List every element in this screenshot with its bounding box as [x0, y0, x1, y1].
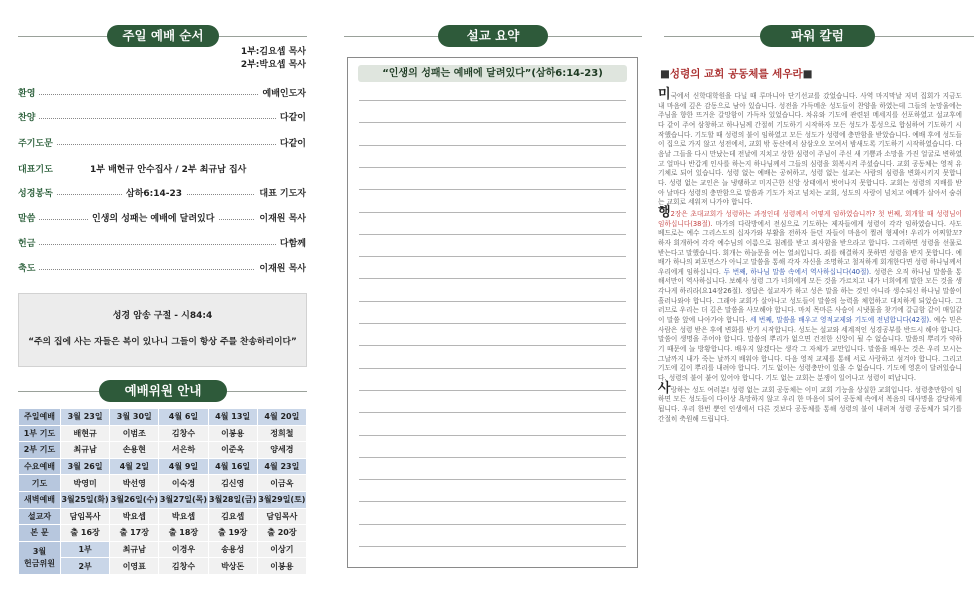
table-cell: 박요셉 [110, 508, 159, 525]
table-cell: 3월29일(토) [257, 491, 306, 508]
table-cell: 출 17장 [110, 525, 159, 542]
power-column-heading: 파워 칼럼 [760, 25, 875, 47]
order-row-scripture-reading [18, 186, 306, 200]
paragraph-text: 예수 믿은 사람은 성령 받은 후에 변화를 받기 시작합니다. 성도는 설교와 세계적인 성경공부를 반드시 해야 합니다. 말씀이 생명을 주어야 합니다. 말씀의 뿌리가 없으면 건전한 신앙이 될 수 없습니다. 말씀의 뿌리가 약하기 때문에 늘 방황합니다. 배우지 않겠다는 생각 그 자체가 교만입니다. 말씀을 배우는 것은 우리 모시는 그날까지 내가 죽는 날까지 배워야 합니다. 다음 영적 교제를 통해 서로 사랑하고 섬겨야 합니다. 그리고 기도에 깊이 뿌리를 내려야 합니다. 기도 없이는 성령충만이 있을 수 없습니다. 기도에 영혼이 달려있습니다. 성령의 불이 붙어 있어야 합니다. 기도 없는 교회는 분쟁이 일어나고 성령이 떠납니다. [658, 316, 963, 383]
memory-verse-box [18, 293, 307, 367]
table-row [19, 425, 307, 442]
table-cell: 수요예배 [19, 458, 61, 475]
note-line [359, 256, 626, 257]
paragraph-text: 그러므로 우리는 더 깊은 말씀을 사모해야 합니다. 마치 목마른 사슴이 시냇물을 찾기에 갈급함 같이 매일같이 말씀 앞에 나아가야 합니다. [658, 296, 962, 325]
note-line [359, 435, 626, 436]
order-leader: 이재원 목사 [255, 261, 306, 274]
table-cell: 출 19장 [208, 525, 257, 542]
pastor-first-service: 1부:김요셉 목사 [240, 47, 306, 57]
table-cell: 이봉용 [257, 558, 306, 575]
table-cell: 3월 23일 [61, 409, 110, 426]
note-line [359, 501, 626, 502]
table-cell: 정희철 [257, 425, 306, 442]
table-cell: 최규남 [110, 541, 159, 558]
table-cell: 4월 9일 [159, 458, 208, 475]
order-label: 환영 [18, 86, 38, 99]
note-line [359, 479, 626, 480]
order-leader: 이재원 목사 [255, 211, 306, 224]
drop-initial: 사 [658, 380, 671, 396]
table-cell: 손용현 [110, 442, 159, 459]
sermon-summary-header [344, 25, 642, 47]
table-cell: 3월28일(금) [208, 491, 257, 508]
worship-order-title: 주일 예배 순서 [107, 25, 219, 47]
square-bullet-icon: ■ [660, 68, 670, 80]
table-cell: 담임목사 [257, 508, 306, 525]
sermon-title: “인생의 성패는 예배에 달려있다”(삼하6:14-23) [358, 65, 627, 82]
table-cell: 2부 [61, 558, 110, 575]
table-cell: 서은하 [159, 442, 208, 459]
table-cell: 1부 [61, 541, 110, 558]
table-cell: 이봉용 [208, 425, 257, 442]
table-cell: 4월 13일 [208, 409, 257, 426]
table-cell: 3월 헌금위원 [19, 541, 61, 574]
table-cell: 3월26일(수) [110, 491, 159, 508]
order-leader: 다같이 [276, 136, 306, 149]
order-leader: 대표 기도자 [255, 186, 306, 199]
table-cell: 새벽예배 [19, 491, 61, 508]
sermon-summary-column [334, 0, 648, 595]
table-cell: 주일예배 [19, 409, 61, 426]
highlight-text: 세 번째, 말씀을 배우고 영적교제와 기도에 전념합니다(42절). [747, 316, 932, 325]
note-line [359, 278, 626, 279]
paragraph-text: 성령은 오직 하나님 말씀을 통해서만이 역사하십니다. 보혜사 성령 그가 너희에게 모든 것을 가르치고 내가 너희에게 말한 모든 것을 생각나게 하리라(요14장26절). 정답은 설교자가 하고 성은 말을 하는 것인 아니라 생수되신 하나님 말씀이 흘러나와야 합니다. 그래야 교회가 살아나고 성도들이 말씀의 능력을 체험하고 대치하게 되었습니다. [658, 267, 962, 305]
column-body [658, 87, 963, 424]
order-row-praise [18, 110, 306, 124]
table-cell: 3월 26일 [61, 458, 110, 475]
table-row [19, 491, 307, 508]
note-line [359, 212, 626, 213]
order-label: 헌금 [18, 236, 38, 249]
committee-table [18, 408, 307, 575]
table-cell: 이준옥 [208, 442, 257, 459]
order-label: 축도 [18, 261, 38, 274]
table-row [19, 458, 307, 475]
note-line [359, 323, 626, 324]
table-cell: 1부 기도 [19, 425, 61, 442]
note-line [359, 100, 626, 101]
table-row [19, 442, 307, 459]
table-row [19, 525, 307, 542]
table-cell: 출 18장 [159, 525, 208, 542]
service-pastors [241, 46, 306, 72]
table-cell: 박요셉 [159, 508, 208, 525]
table-row [19, 558, 307, 575]
table-cell: 이금옥 [257, 475, 306, 492]
order-label: 말씀 [18, 211, 38, 224]
table-cell: 3월27일(목) [159, 491, 208, 508]
note-line [359, 345, 626, 346]
table-cell: 이숙경 [159, 475, 208, 492]
table-cell: 이경우 [159, 541, 208, 558]
table-cell: 박영미 [61, 475, 110, 492]
order-row-welcome [18, 86, 306, 100]
paragraph-text: 마가의 다락방에서 전심으로 기도하는 제자들에게 성령이 각각 임하였습니다. 사도 베드로는 예수 그리스도의 십자가와 부활을 전하자 듣던 자들이 마음이 찔려 형제여! 우리가 어찌할꼬? 하자 회개하여 각각 예수님의 이름으로 침례를 받고 죄사함을 받으라고 합니다. 그리하면 성령을 선물로 받는다고 말했습니다. 회개는 하늘문을 여는 열쇠입니다. 죄를 해결하지 못하면 성령을 받지 못합니다. 예배가 하나의 퍼포먼스가 아니고 말씀을 통해 각자 자신을 조명하고 철저하게 회개한다면 성령 하나님께서 우리에게 임하십니다. [658, 219, 962, 276]
table-cell: 양세경 [257, 442, 306, 459]
power-column-header [664, 25, 974, 47]
paragraph-text: 국에서 신학대학원을 다닐 때 루마니아 단기선교를 갔었습니다. 사역 마지막날 저녁 집회가 지금도 내 마음에 깊은 감동으로 남아 있습니다. 성전을 가득메운 성도들이 찬양을 하였는데 그들의 눈망울에는 주님을 향한 뜨거운 갈망함이 가득차 있었습니다. 차유와 기도에 관련된 메세지를 선포하였고 설교후에 다 같이 주여 삼창하고 하나님께 간절히 기도하기 시작하자 모든 성도가 통성으로 합심하여 기도하기 시작했습니다. 기도할 때 성령의 불이 임하였고 모든 성도가 성령에 충만함을 받았습니다. 예배 후에 성도들이 집으로 가지 않고 성전에서, 교회 밖 동산에서 삼삼오오 모여서 밤새도록 기도하기 시작하였습니다. 다음날 그들을 다시 만났는데 전날에 지치고 상한 심령이 주님이 주신 새 기쁨과 소망을 가진 얼굴로 변하였고 얼마나 반갑게 인사를 하는지 하나님께서 그들의 심령을 회복시켜 주셨습니다. 교회 공동체는 영적 유기체로 되어 있습니다. 성령 없는 예배는 공허하고, 성령 없는 설교는 사람의 심령을 변화시키지 못합니다. 성령 없는 교인은 늘 냉랭하고 미지근한 신앙 상태에서 벗어나지 못합니다. 교회는 성령의 지배를 받아 날마다 성령의 충만함으로 말씀과 기도가 차고 넘치는 교회, 성도의 사랑이 넘치고 예배가 살아서 숨쉬는 교회로 세워져 나가야 합니다. [658, 92, 962, 207]
note-line [359, 368, 626, 369]
table-cell: 이상기 [257, 541, 306, 558]
table-cell: 김요셉 [208, 508, 257, 525]
table-cell: 담임목사 [61, 508, 110, 525]
pastor-second-service: 2부:박요셉 목사 [240, 60, 306, 70]
worship-order-column [0, 0, 320, 595]
sermon-note-box [347, 57, 638, 568]
paragraph-text: 랑하는 성도 여러분! 성령 없는 교회 공동체는 이미 교회 기능을 상실한 교회입니다. 성령충만함이 임하면 모든 성도들이 다이상 욕망하지 않고 우리 한 마음이 되어 공동체 속에서 복음의 대사명을 감당하게 됩니다. 우리 한번 뿐인 인생에서 다른 것보다 공동체를 통해 성령의 불이 내려져 성령 공동체가 되기를 간절히 축원해 드립니다. [658, 385, 962, 423]
note-line [359, 234, 626, 235]
table-cell: 박상돈 [208, 558, 257, 575]
order-leader: 다함께 [276, 236, 306, 249]
table-cell: 3월25일(화) [61, 491, 110, 508]
order-row-lords-prayer [18, 136, 306, 150]
order-label: 성경봉독 [18, 186, 56, 199]
order-label: 찬양 [18, 110, 38, 123]
note-line [359, 412, 626, 413]
drop-initial: 행 [658, 204, 671, 220]
order-row-benediction [18, 261, 306, 275]
order-detail: 삼하6:14-23 [122, 186, 186, 199]
table-cell: 4월 20일 [257, 409, 306, 426]
note-line [359, 524, 626, 525]
table-row [19, 541, 307, 558]
table-cell: 3월 30일 [110, 409, 159, 426]
highlight-text: 두 번째, 하나님 말씀 속에서 역사하십니다(40절). [720, 267, 872, 276]
note-line [359, 390, 626, 391]
note-line [359, 301, 626, 302]
table-cell: 출 20장 [257, 525, 306, 542]
order-row-offering [18, 236, 306, 250]
table-cell: 이범조 [110, 425, 159, 442]
table-cell: 최규남 [61, 442, 110, 459]
order-detail: 1부 배현규 안수집사 / 2부 최규남 집사 [86, 162, 250, 175]
order-row-sermon [18, 211, 306, 225]
order-label: 주기도문 [18, 136, 56, 149]
committee-header [18, 380, 307, 402]
note-line [359, 122, 626, 123]
column-title-text: 성령의 교회 공동체를 세우라 [669, 68, 803, 80]
memory-verse-title: 성경 암송 구절 - 시84:4 [112, 311, 213, 321]
table-row [19, 508, 307, 525]
note-line [359, 189, 626, 190]
table-cell: 박선영 [110, 475, 159, 492]
column-paragraph [658, 87, 962, 208]
order-row-representative-prayer [18, 162, 306, 176]
table-cell: 배현규 [61, 425, 110, 442]
table-cell: 4월 2일 [110, 458, 159, 475]
worship-order-header [18, 25, 307, 47]
table-cell: 설교자 [19, 508, 61, 525]
table-cell: 4월 16일 [208, 458, 257, 475]
table-cell: 본 문 [19, 525, 61, 542]
order-leader: 다같이 [276, 110, 306, 123]
note-line [359, 167, 626, 168]
table-row [19, 475, 307, 492]
table-cell: 이영표 [110, 558, 159, 575]
power-column [656, 0, 980, 595]
table-cell: 출 16장 [61, 525, 110, 542]
drop-initial: 미 [658, 87, 671, 102]
table-cell: 기도 [19, 475, 61, 492]
note-line [359, 457, 626, 458]
order-label: 대표기도 [18, 162, 56, 175]
order-leader: 예배인도자 [259, 86, 306, 99]
sermon-summary-heading: 설교 요약 [438, 25, 548, 47]
table-cell: 김창수 [159, 425, 208, 442]
order-detail: 인생의 성패는 예배에 달려있다 [88, 211, 218, 224]
table-cell: 4월 23일 [257, 458, 306, 475]
column-paragraph [658, 204, 963, 384]
committee-title: 예배위원 안내 [99, 380, 227, 402]
table-cell: 2부 기도 [19, 442, 61, 459]
column-title [660, 66, 813, 81]
table-row [19, 409, 307, 426]
square-bullet-icon: ■ [802, 68, 813, 80]
memory-verse-text: “주의 집에 사는 자들은 복이 있나니 그들이 항상 주를 찬송하리이다” [28, 337, 297, 347]
note-line [359, 546, 626, 547]
table-cell: 김창수 [159, 558, 208, 575]
table-cell: 4월 6일 [159, 409, 208, 426]
table-cell: 송용성 [208, 541, 257, 558]
column-paragraph [658, 380, 962, 425]
note-line [359, 145, 626, 146]
highlight-text: 2장은 초대교회가 성령하는 과정인데 성령께서 어떻게 임하였습니까? 첫 번째, 회개할 때 성령님이 임하십니다(38절). [658, 209, 962, 228]
table-cell: 김신영 [208, 475, 257, 492]
